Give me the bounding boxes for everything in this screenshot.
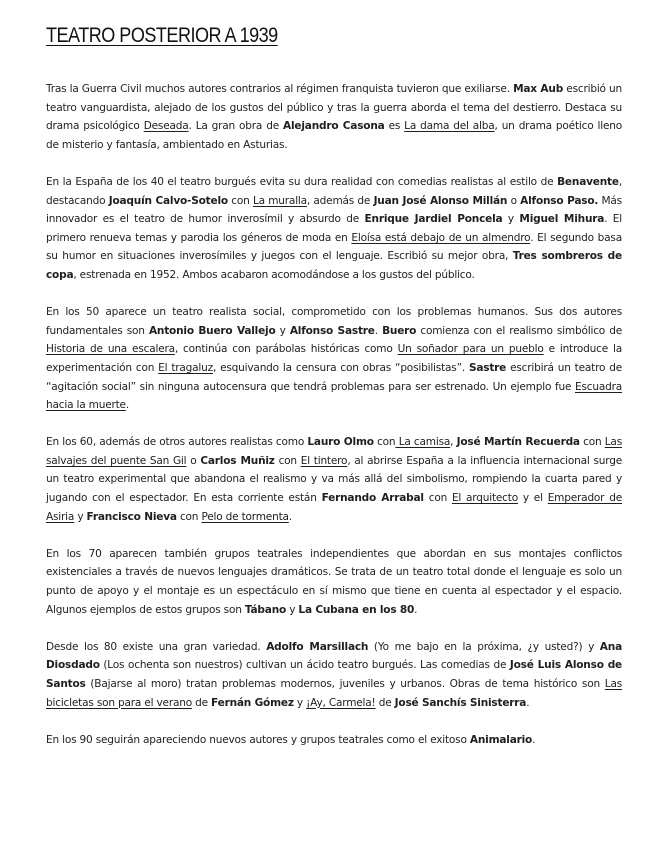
text-run: . El primero renueva temas y parodia los géneros de moda en	[46, 213, 622, 244]
underlined-title: Las bicicletas son para el verano	[46, 678, 622, 709]
underlined-title: Eloísa está debajo de un almendro	[351, 231, 531, 244]
document-body	[46, 80, 622, 749]
text-run: e introduce la experimentación con	[46, 343, 622, 374]
text-run: con	[176, 510, 202, 523]
text-run: (Bajarse al moro) tratan problemas modernos, juveniles y urbanos. Obras de tema histórico son	[85, 678, 605, 690]
paragraph-3	[46, 303, 622, 415]
text-run: , al abrirse España a la influencia internacional surge un teatro experimental que abandona el realismo y va más allá del simbolismo, rompiendo la cuarta pared y jugando con el espectador. En esta corriente están	[46, 454, 622, 505]
text-run: con	[227, 194, 253, 207]
text-run: (Los ochenta son nuestros) cultivan un ácido teatro burgués. Las comedias de	[99, 659, 510, 672]
text-run: con	[579, 436, 605, 449]
bold-name: Tres sombreros de copa	[46, 250, 622, 281]
underlined-title: El arquitecto	[451, 492, 518, 505]
bold-name: José Sanchís Sinisterra	[394, 696, 527, 709]
bold-name: La Cubana en los 80	[298, 603, 415, 616]
text-run: .	[374, 324, 383, 337]
text-run: , además de	[306, 194, 374, 207]
text-run: y el	[517, 492, 548, 505]
bold-name: Animalario	[469, 733, 533, 746]
paragraph-7	[46, 731, 622, 750]
text-run: En los 50 aparece un teatro realista social, comprometido con los problemas humanos. Sus dos autores fundamentales son	[46, 306, 622, 337]
text-run: o	[186, 454, 201, 467]
text-run: y	[293, 696, 307, 709]
paragraph-4	[46, 433, 622, 526]
text-run: . El segundo basa su humor en situaciones inverosímiles y juegos con el lenguaje. Escribió su mejor obra,	[46, 231, 622, 263]
text-run: Tras la Guerra Civil muchos autores contrarios al régimen franquista tuvieron que exiliarse.	[46, 83, 514, 95]
bold-name: Max Aub	[513, 83, 564, 95]
bold-name: Miguel Mihura	[519, 213, 605, 226]
text-run: Desde los 80 existe una gran variedad.	[46, 640, 267, 653]
text-run: es	[384, 120, 405, 133]
bold-name: Fernán Gómez	[211, 696, 294, 709]
text-run: En los 90 seguirán apareciendo nuevos autores y grupos teatrales como el exitoso	[46, 733, 470, 746]
underlined-title: El tintero	[300, 454, 348, 467]
text-run: , destacando	[46, 175, 622, 207]
underlined-title: Deseada	[143, 120, 189, 133]
text-run: .	[125, 399, 130, 412]
underlined-title: Historia de una escalera	[46, 343, 175, 356]
bold-name: Alfonso Paso.	[520, 194, 599, 207]
text-run: y	[502, 213, 520, 226]
paragraph-6	[46, 638, 622, 712]
text-run: Más innovador es el teatro de humor inverosímil y absurdo de	[46, 194, 622, 226]
text-run: .	[414, 603, 418, 616]
document-title: TEATRO POSTERIOR A 1939	[46, 24, 278, 47]
text-run: escribió un teatro vanguardista, alejado de los gustos del público y tras la guerra aborda el tema del destierro. Destaca su drama psicológico	[46, 83, 622, 133]
text-run: de	[375, 696, 395, 709]
bold-name: Sastre	[468, 361, 507, 374]
bold-name: Ana Diosdado	[46, 640, 622, 672]
text-run: con	[274, 454, 301, 467]
text-run: y	[275, 324, 290, 337]
underlined-title: Un soñador para un pueblo	[397, 343, 544, 356]
text-run: comienza con el realismo simbólico de	[416, 324, 622, 337]
bold-name: Francisco Nieva	[86, 510, 177, 523]
text-run: de	[191, 696, 212, 709]
text-run: En los 60, además de otros autores realistas como	[46, 436, 308, 449]
bold-name: Juan José Alonso Millán	[373, 194, 508, 207]
underlined-title: La dama del alba	[404, 120, 495, 133]
text-run: ,	[450, 436, 457, 449]
text-run: y	[74, 510, 87, 523]
bold-name: Benavente	[557, 175, 619, 188]
text-run: En los 70 aparecen también grupos teatrales independientes que abordan en sus montajes conflictos existenciales a través de nuevos lenguajes dramáticos. Se trata de un teatro total donde el lenguaje es solo un punto de apoyo y el montaje es un espectáculo en sí mismo que tiene en cuenta al espectador y el espacio. Algunos ejemplos de estos grupos son	[46, 547, 622, 616]
bold-name: Lauro Olmo	[307, 436, 374, 449]
bold-name: Enrique Jardiel Poncela	[364, 213, 503, 226]
bold-name: Adolfo Marsillach	[266, 640, 369, 653]
text-run: (Yo me bajo en la próxima, ¿y usted?) y	[368, 640, 600, 653]
paragraph-5	[46, 545, 622, 619]
bold-name: José Luis Alonso de Santos	[46, 659, 622, 690]
bold-name: José Martín Recuerda	[456, 436, 580, 449]
text-run: o	[507, 194, 521, 207]
underlined-title: Escuadra hacia la muerte	[46, 380, 622, 412]
text-run: En la España de los 40 el teatro burgués evita su dura realidad con comedias realistas al estilo de	[46, 175, 558, 188]
text-run: , esquivando la censura con obras “posibilistas”.	[212, 361, 469, 374]
text-run: .	[288, 510, 292, 523]
underlined-title: ¡Ay, Carmela!	[306, 696, 376, 709]
text-run: .	[532, 733, 536, 746]
bold-name: Buero	[382, 324, 417, 337]
bold-name: Alfonso Sastre	[289, 324, 375, 337]
underlined-title: La camisa	[395, 436, 451, 449]
paragraph-2	[46, 173, 622, 285]
bold-name: Fernando Arrabal	[321, 492, 424, 505]
text-run: y	[286, 603, 299, 616]
text-run: . La gran obra de	[188, 120, 284, 133]
bold-name: Joaquín Calvo-Sotelo	[108, 194, 228, 207]
underlined-title: Emperador de Asiria	[46, 492, 622, 523]
text-run: con	[423, 492, 452, 505]
text-run: .	[526, 696, 530, 709]
underlined-title: El tragaluz	[158, 361, 213, 374]
bold-name: Carlos Muñiz	[200, 454, 275, 467]
underlined-title: Las salvajes del puente San Gil	[46, 436, 622, 467]
paragraph-1	[46, 80, 622, 154]
text-run: escribirá un teatro de “agitación social” sin ninguna autocensura que tendrá problemas para ser estrenado. Un ejemplo fue	[46, 361, 622, 393]
bold-name: Alejandro Casona	[283, 120, 385, 133]
text-run: , estrenada en 1952. Ambos acabaron acomodándose a los gustos del público.	[73, 268, 475, 281]
bold-name: Antonio Buero Vallejo	[148, 324, 276, 337]
bold-name: Tábano	[244, 603, 287, 616]
text-run: , continúa con parábolas históricas como	[174, 343, 398, 356]
underlined-title: Pelo de tormenta	[201, 510, 289, 523]
text-run: con	[373, 436, 396, 449]
text-run: , un drama poético lleno de misterio y fantasía, ambientado en Asturias.	[46, 120, 622, 151]
underlined-title: La muralla	[252, 194, 307, 207]
